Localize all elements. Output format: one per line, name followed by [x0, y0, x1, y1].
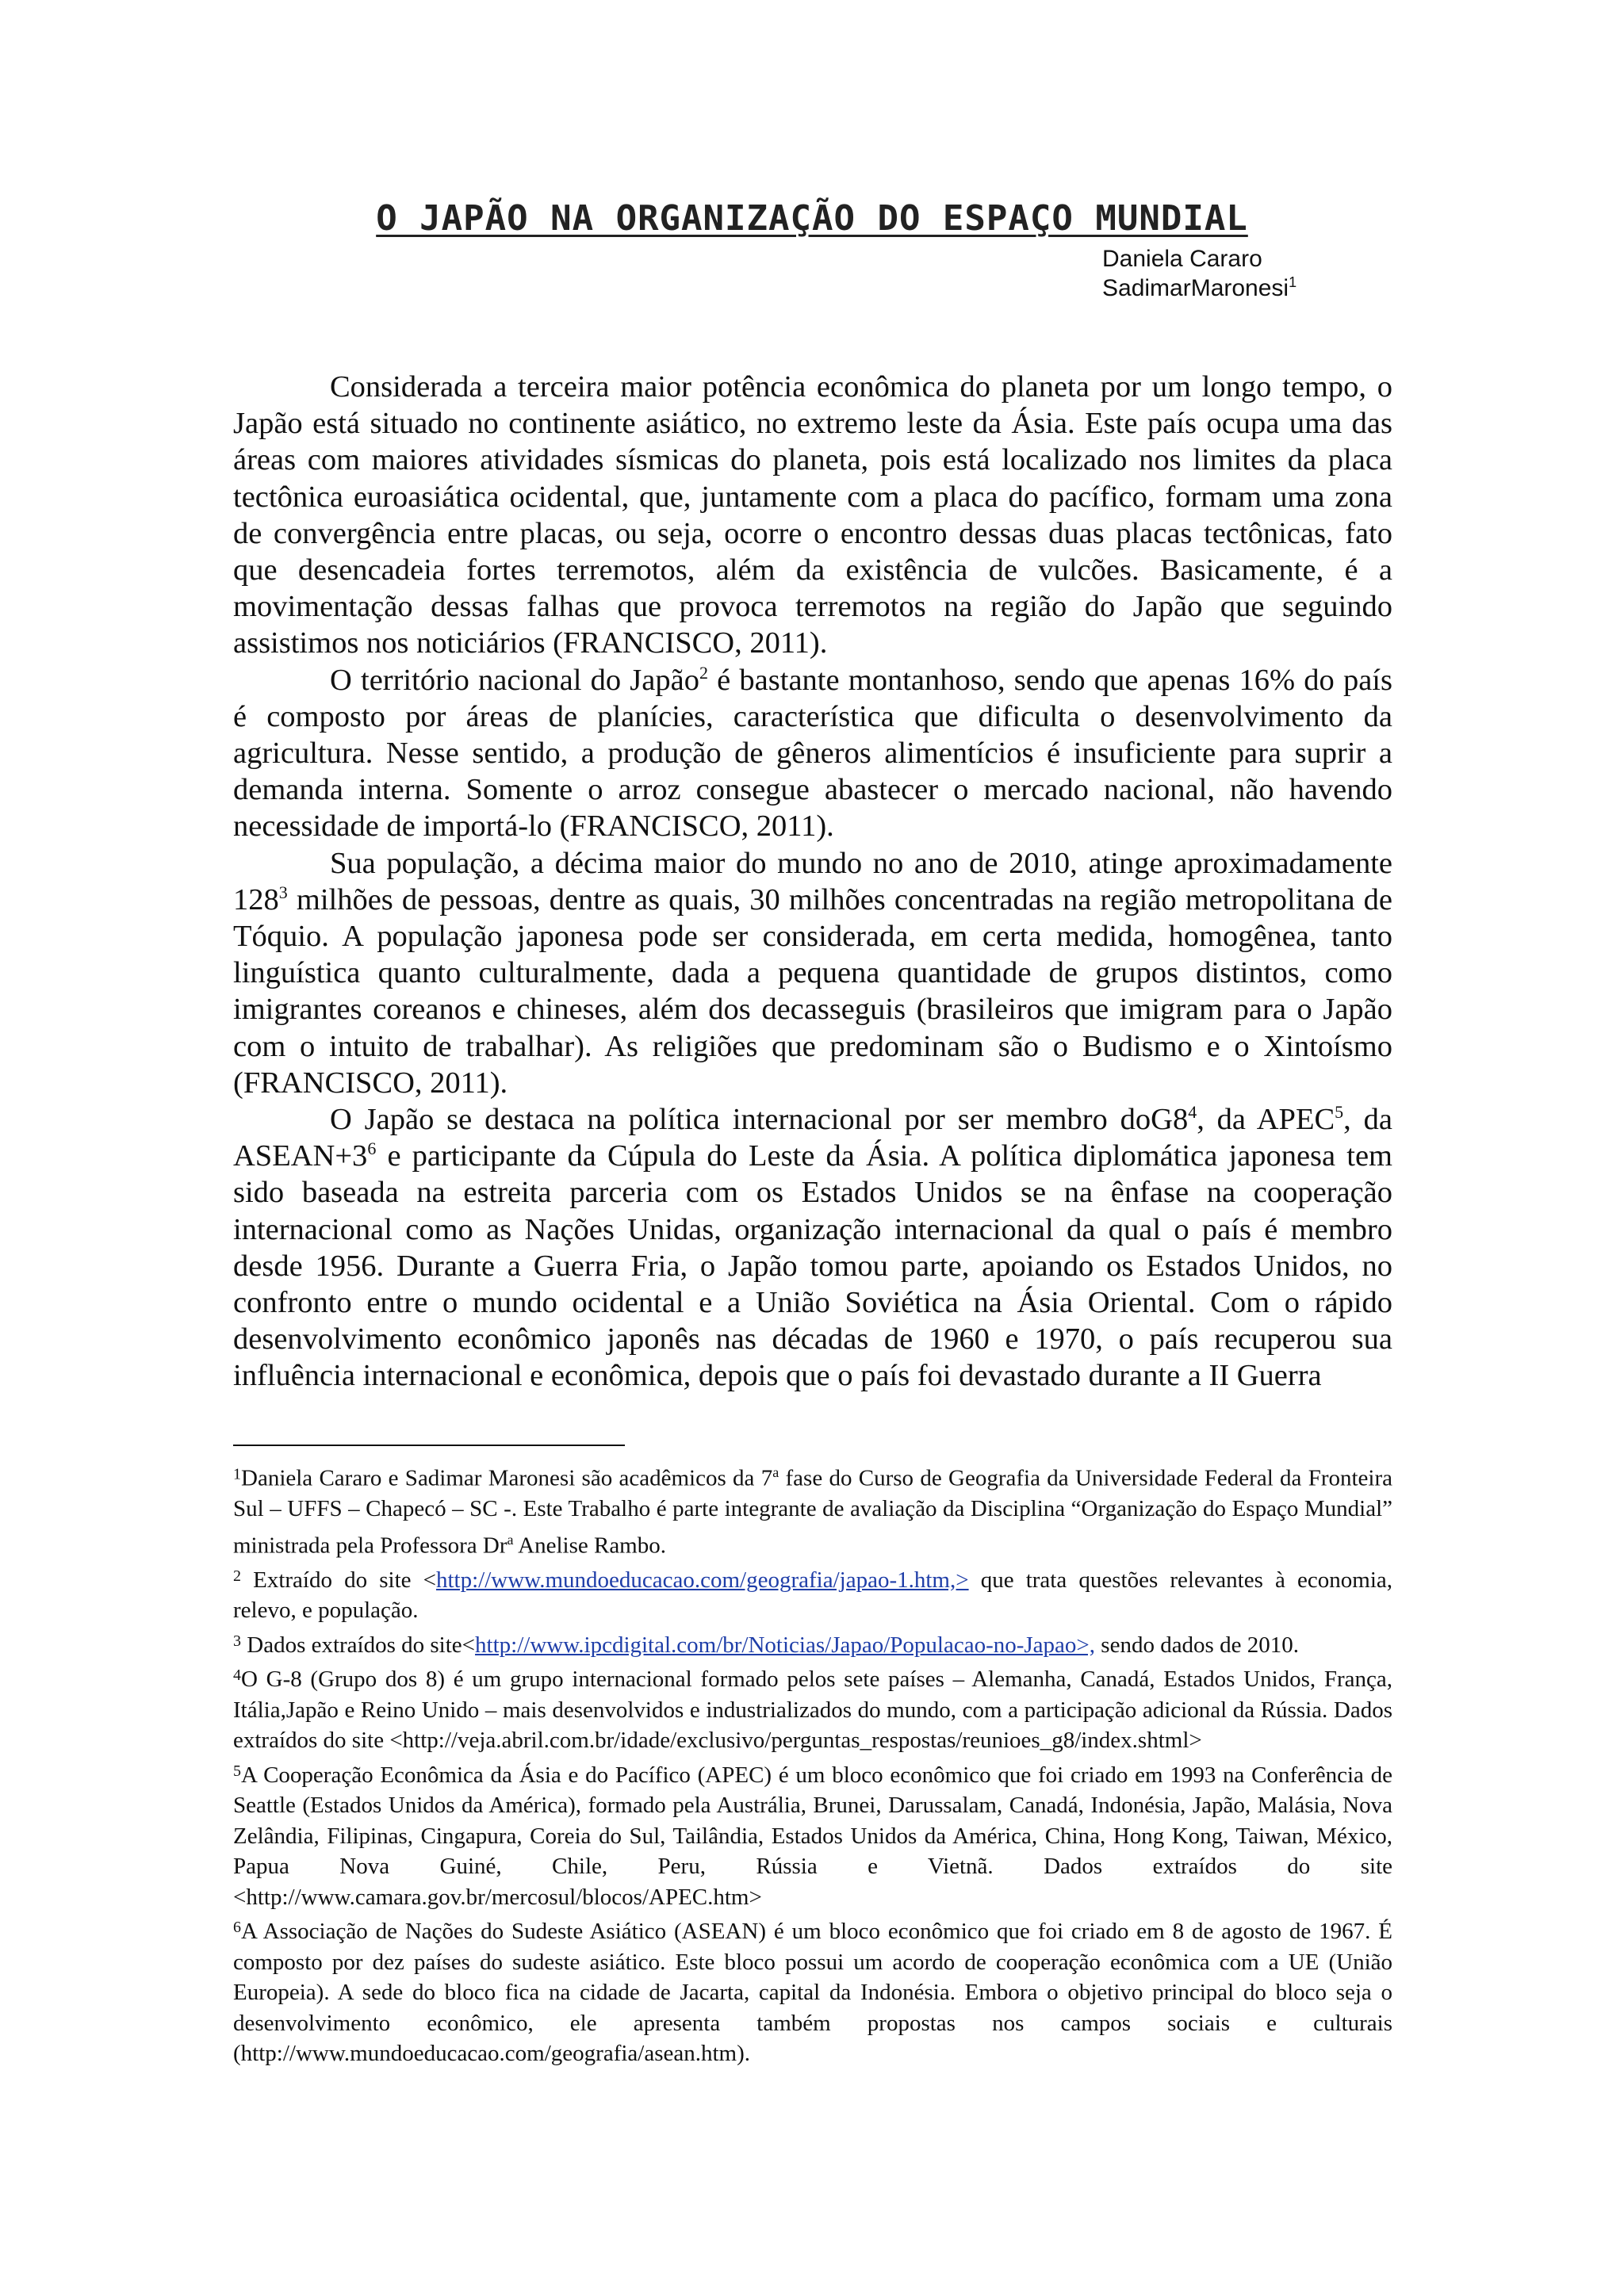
- paragraph-2-text-a: O território nacional do Japão: [330, 663, 699, 697]
- footnotes: [233, 1457, 1392, 2069]
- footnote-4-text: O G-8 (Grupo dos 8) é um grupo internacional formado pelos sete países – Alemanha, Canadá, Estados Unidos, França, Itália,Japão e Reino Unido – mais desenvolvidos e industrializados do mundo, com a participação adicional da Rússia. Dados extraídos do site <http://veja.abril.com.br/idade/exclusivo/perguntas_respostas/reunioes_g8/index.shtml>: [233, 1667, 1392, 1754]
- footnote-3: [233, 1626, 1392, 1661]
- page-title: O JAPÃO NA ORGANIZAÇÃO DO ESPAÇO MUNDIAL: [376, 198, 1248, 239]
- footnote-2: [233, 1561, 1392, 1626]
- footnote-3-text-a: Dados extraídos do site<: [241, 1632, 476, 1658]
- footnote-1-text-c: Anelise Rambo.: [513, 1533, 666, 1559]
- footnote-1-text-b: fase do Curso de Geografia da Universidade Federal da Fronteira Sul – UFFS – Chapecó – SC -. Este Trabalho é parte integrante de avaliação da Disciplina “Organização do Espaço Mundial” ministrada pela Professora Dr: [233, 1465, 1392, 1559]
- paragraph-4-text-c: , da ASEAN+3: [233, 1103, 1392, 1173]
- footnote-1: [233, 1457, 1392, 1561]
- footnote-2-text-a: Extraído do site <: [241, 1567, 436, 1593]
- footnote-2-link[interactable]: http://www.mundoeducacao.com/geografia/japao-1.htm,>: [435, 1567, 969, 1593]
- author-name-2-text: SadimarMaronesi: [1102, 275, 1289, 301]
- paragraph-3: [233, 845, 1392, 1101]
- footnote-4: [233, 1660, 1392, 1756]
- footnote-ref-6: 6: [367, 1138, 377, 1159]
- author-footnote-marker: 1: [1289, 274, 1297, 290]
- footnote-5: [233, 1756, 1392, 1913]
- footnote-3-link[interactable]: http://www.ipcdigital.com/br/Noticias/Japao/Populacao-no-Japao>,: [475, 1632, 1096, 1658]
- footnote-1-ordinal-a: a: [772, 1464, 779, 1480]
- footnote-4-number: 4: [233, 1667, 241, 1685]
- footnote-1-number: 1: [233, 1465, 241, 1483]
- author-name-2: [1102, 274, 1297, 302]
- author-name-1: Daniela Cararo: [1102, 246, 1262, 272]
- footnote-5-text: A Cooperação Econômica da Ásia e do Pacífico (APEC) é um bloco econômico que foi criado em 1993 na Conferência de Seattle (Estados Unidos da América), formado pela Austrália, Brunei, Darussalam, Canadá, Indonésia, Japão, Malásia, Nova Zelândia, Filipinas, Cingapura, Coreia do Sul, Tailândia, Estados Unidos da América, China, Hong Kong, Taiwan, México, Papua Nova Guiné, Chile, Peru, Rússia e Vietnã. Dados extraídos do site <http://www.camara.gov.br/mercosul/blocos/APEC.htm>: [233, 1762, 1392, 1910]
- paragraph-4: [233, 1101, 1392, 1395]
- footnote-1-text-a: Daniela Cararo e Sadimar Maronesi são acadêmicos da 7: [241, 1465, 773, 1491]
- paragraph-4-text-a: O Japão se destaca na política internacional por ser membro doG8: [330, 1103, 1189, 1137]
- footnote-ref-3: 3: [278, 882, 288, 903]
- footnote-ref-5: 5: [1335, 1102, 1344, 1123]
- footnote-separator: [233, 1445, 625, 1446]
- paragraph-4-text-d: e participante da Cúpula do Leste da Ásia. A política diplomática japonesa tem sido baseada na estreita parceria com os Estados Unidos se na ênfase na cooperação internacional como as Nações Unidas, organização internacional da qual o país é membro desde 1956. Durante a Guerra Fria, o Japão tomou parte, apoiando os Estados Unidos, no confronto entre o mundo ocidental e a União Soviética na Ásia Oriental. Com o rápido desenvolvimento econômico japonês nas décadas de 1960 e 1970, o país recuperou sua influência internacional e econômica, depois que o país foi devastado durante a II Guerra: [233, 1139, 1392, 1393]
- footnote-2-number: 2: [233, 1567, 241, 1585]
- paragraph-2-text-b: é bastante montanhoso, sendo que apenas 16% do país é composto por áreas de planícies, característica que dificulta o desenvolvimento da agricultura. Nesse sentido, a produção de gêneros alimentícios é insuficiente para suprir a demanda interna. Somente o arroz consegue abastecer o mercado nacional, não havendo necessidade de importá-lo (FRANCISCO, 2011).: [233, 663, 1392, 844]
- footnote-6-number: 6: [233, 1919, 241, 1937]
- paragraph-1: Considerada a terceira maior potência econômica do planeta por um longo tempo, o Japão está situado no continente asiático, no extremo leste da Ásia. Este país ocupa uma das áreas com maiores atividades sísmicas do planeta, pois está localizado nos limites da placa tectônica euroasiática ocidental, que, juntamente com a placa do pacífico, formam uma zona de convergência entre placas, ou seja, ocorre o encontro dessas duas placas tectônicas, fato que desencadeia fortes terremotos, além da existência de vulcões. Basicamente, é a movimentação dessas falhas que provoca terremotos na região do Japão que seguindo assistimos nos noticiários (FRANCISCO, 2011).: [233, 370, 1392, 660]
- footnote-2-text-b: que trata questões relevantes à economia, relevo, e população.: [233, 1567, 1392, 1624]
- paragraph-2: [233, 662, 1392, 845]
- body-text: [233, 369, 1392, 1395]
- footnote-3-text-b: sendo dados de 2010.: [1095, 1632, 1299, 1658]
- footnote-ref-2: 2: [699, 662, 708, 683]
- footnote-3-number: 3: [233, 1632, 241, 1650]
- footnote-6-text: A Associação de Nações do Sudeste Asiático (ASEAN) é um bloco econômico que foi criado em 8 de agosto de 1967. É composto por dez países do sudeste asiático. Este bloco possui um acordo de cooperação econômica com a UE (União Europeia). A sede do bloco fica na cidade de Jacarta, capital da Indonésia. Embora o objetivo principal do bloco seja o desenvolvimento econômico, ele apresenta também propostas nos campos sociais e culturais (http://www.mundoeducacao.com/geografia/asean.htm).: [233, 1919, 1392, 2067]
- paragraph-3-text-a: Sua população, a décima maior do mundo no ano de 2010, atinge aproximadamente 128: [233, 846, 1392, 916]
- footnote-6: [233, 1912, 1392, 2069]
- footnote-1-ordinal-b: a: [507, 1531, 514, 1548]
- footnote-5-number: 5: [233, 1762, 241, 1780]
- paragraph-3-text-b: milhões de pessoas, dentre as quais, 30 milhões concentradas na região metropolitana de Tóquio. A população japonesa pode ser considerada, em certa medida, homogênea, tanto linguística quanto culturalmente, dada a pequena quantidade de grupos distintos, como imigrantes coreanos e chineses, além dos decasseguis (brasileiros que imigram para o Japão com o intuito de trabalhar). As religiões que predominam são o Budismo e o Xintoísmo (FRANCISCO, 2011).: [233, 882, 1392, 1100]
- paragraph-4-text-b: , da APEC: [1197, 1103, 1335, 1137]
- footnote-ref-4: 4: [1188, 1102, 1197, 1123]
